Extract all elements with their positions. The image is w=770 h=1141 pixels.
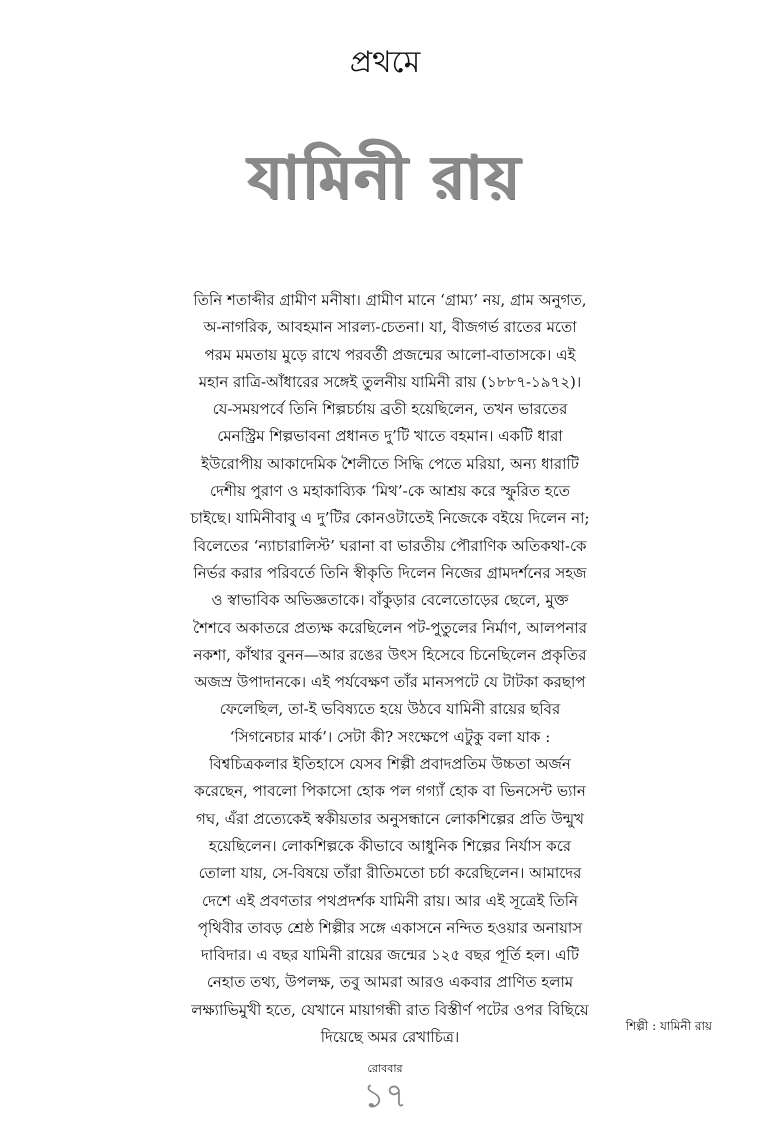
article-line: ‘সিগনেচার মার্ক’। সেটা কী? সংক্ষেপে এটুকু বলা যাক :	[229, 727, 551, 746]
article-line: করেছেন, পাবলো পিকাসো হোক পল গগ্যাঁ হোক বা ভিনসেন্ট ভ্যান	[194, 782, 586, 801]
article-line: তোলা যায়, সে-বিষয়ে তাঁরা রীতিমতো চর্চা করেছিলেন। আমাদের	[198, 864, 582, 883]
article-line: ফেলেছিল, তা-ই ভবিষ্যতে হয়ে উঠবে যামিনী রায়ের ছবির	[219, 700, 561, 719]
article-line: দিয়েছে অমর রেখাচিত্র।	[320, 1028, 460, 1047]
article-line: মেনস্ট্রিম শিল্পভাবনা প্রধানত দু’টি খাতে বহমান। একটি ধারা	[217, 427, 563, 446]
article-line: দেশীয় পুরাণ ও মহাকাব্যিক ‘মিথ’-কে আশ্রয় করে স্ফুরিত হতে	[209, 482, 571, 501]
article-line: অ-নাগরিক, আবহমান সারল্য-চেতনা। যা, বীজগর্ভ রাতের মতো	[203, 318, 577, 337]
article-line: নির্ভর করার পরিবর্তে তিনি স্বীকৃতি দিলেন নিজের গ্রামদর্শনের সহজ	[193, 563, 587, 582]
article-line: চাইছে। যামিনীবাবু এ দু’টির কোনওটাতেই নিজেকে বইয়ে দিলেন না;	[190, 509, 590, 528]
article-line: পরম মমতায় মুড়ে রাখে পরবর্তী প্রজন্মের আলো-বাতাসকে। এই	[204, 345, 576, 364]
article-body	[130, 287, 650, 1051]
article-line: ইউরোপীয় আকাদেমিক শৈলীতে সিদ্ধি পেতে মরিয়া, অন্য ধারাটি	[201, 454, 579, 473]
article-line: গঘ, এঁরা প্রত্যেকেই স্বকীয়তার অনুসন্ধানে লোকশিল্পের প্রতি উন্মুখ	[196, 809, 584, 828]
article-line: লক্ষ্যাভিমুখী হতে, যেখানে মায়াগন্ধী রাত বিস্তীর্ণ পটের ওপর বিছিয়ে	[191, 1000, 589, 1019]
section-title: প্রথমে	[349, 45, 421, 80]
article-line: অজস্র উপাদানকে। এই পর্যবেক্ষণ তাঁর মানসপটে যে টাটকা করছাপ	[194, 673, 586, 692]
image-caption: শিল্পী : যামিনী রায়	[625, 1019, 712, 1033]
article-line: দাবিদার। এ বছর যামিনী রায়ের জন্মের ১২৫ বছর পূর্তি হল। এটি	[200, 946, 580, 965]
article-line: দেশে এই প্রবণতার পথপ্রদর্শক যামিনী রায়। আর এই সূত্রেই তিনি	[202, 891, 578, 910]
article-line: নকশা, কাঁথার বুনন—আর রঙের উৎস হিসেবে চিনেছিলেন প্রকৃতির	[193, 645, 587, 664]
article-line: হয়েছিলেন। লোকশিল্পকে কীভাবে আধুনিক শিল্পের নির্যাস করে	[208, 836, 572, 855]
article-line: শৈশবে অকাতরে প্রত্যক্ষ করেছিলেন পট-পুতুলের নির্মাণ, আলপনার	[193, 618, 587, 637]
article-line: তিনি শতাব্দীর গ্রামীণ মনীষা। গ্রামীণ মানে ‘গ্রাম্য’ নয়, গ্রাম অনুগত,	[193, 291, 587, 309]
article-line: মহান রাত্রি-আঁধারের সঙ্গেই তুলনীয় যামিনী রায় (১৮৮৭-১৯৭২)।	[198, 372, 582, 391]
article-line: নেহাত তথ্য, উপলক্ষ, তবু আমরা আরও একবার প্রাণিত হলাম	[206, 973, 574, 992]
article-line: পৃথিবীর তাবড় শ্রেষ্ঠ শিল্পীর সঙ্গে একাসনে নন্দিত হওয়ার অনায়াস	[197, 918, 583, 937]
article-line: ও স্বাভাবিক অভিজ্ঞতাকে। বাঁকুড়ার বেলেতোড়ের ছেলে, মুক্ত	[211, 591, 569, 610]
page-number: ১৭	[362, 1076, 408, 1116]
article-line: বিলেতের ‘ন্যাচারালিস্ট’ ঘরানা বা ভারতীয় পৌরাণিক অতিকথা-কে	[193, 536, 587, 555]
footer-day: রোববার	[367, 1062, 403, 1075]
article-line: যে-সময়পর্বে তিনি শিল্পচর্চায় ব্রতী হয়েছিলেন, তখন ভারতের	[212, 400, 568, 419]
article-line: বিশ্বচিত্রকলার ইতিহাসে যেসব শিল্পী প্রবাদপ্রতিম উচ্চতা অর্জন	[209, 755, 571, 774]
title-logo: যামিনী রায়	[247, 143, 523, 213]
